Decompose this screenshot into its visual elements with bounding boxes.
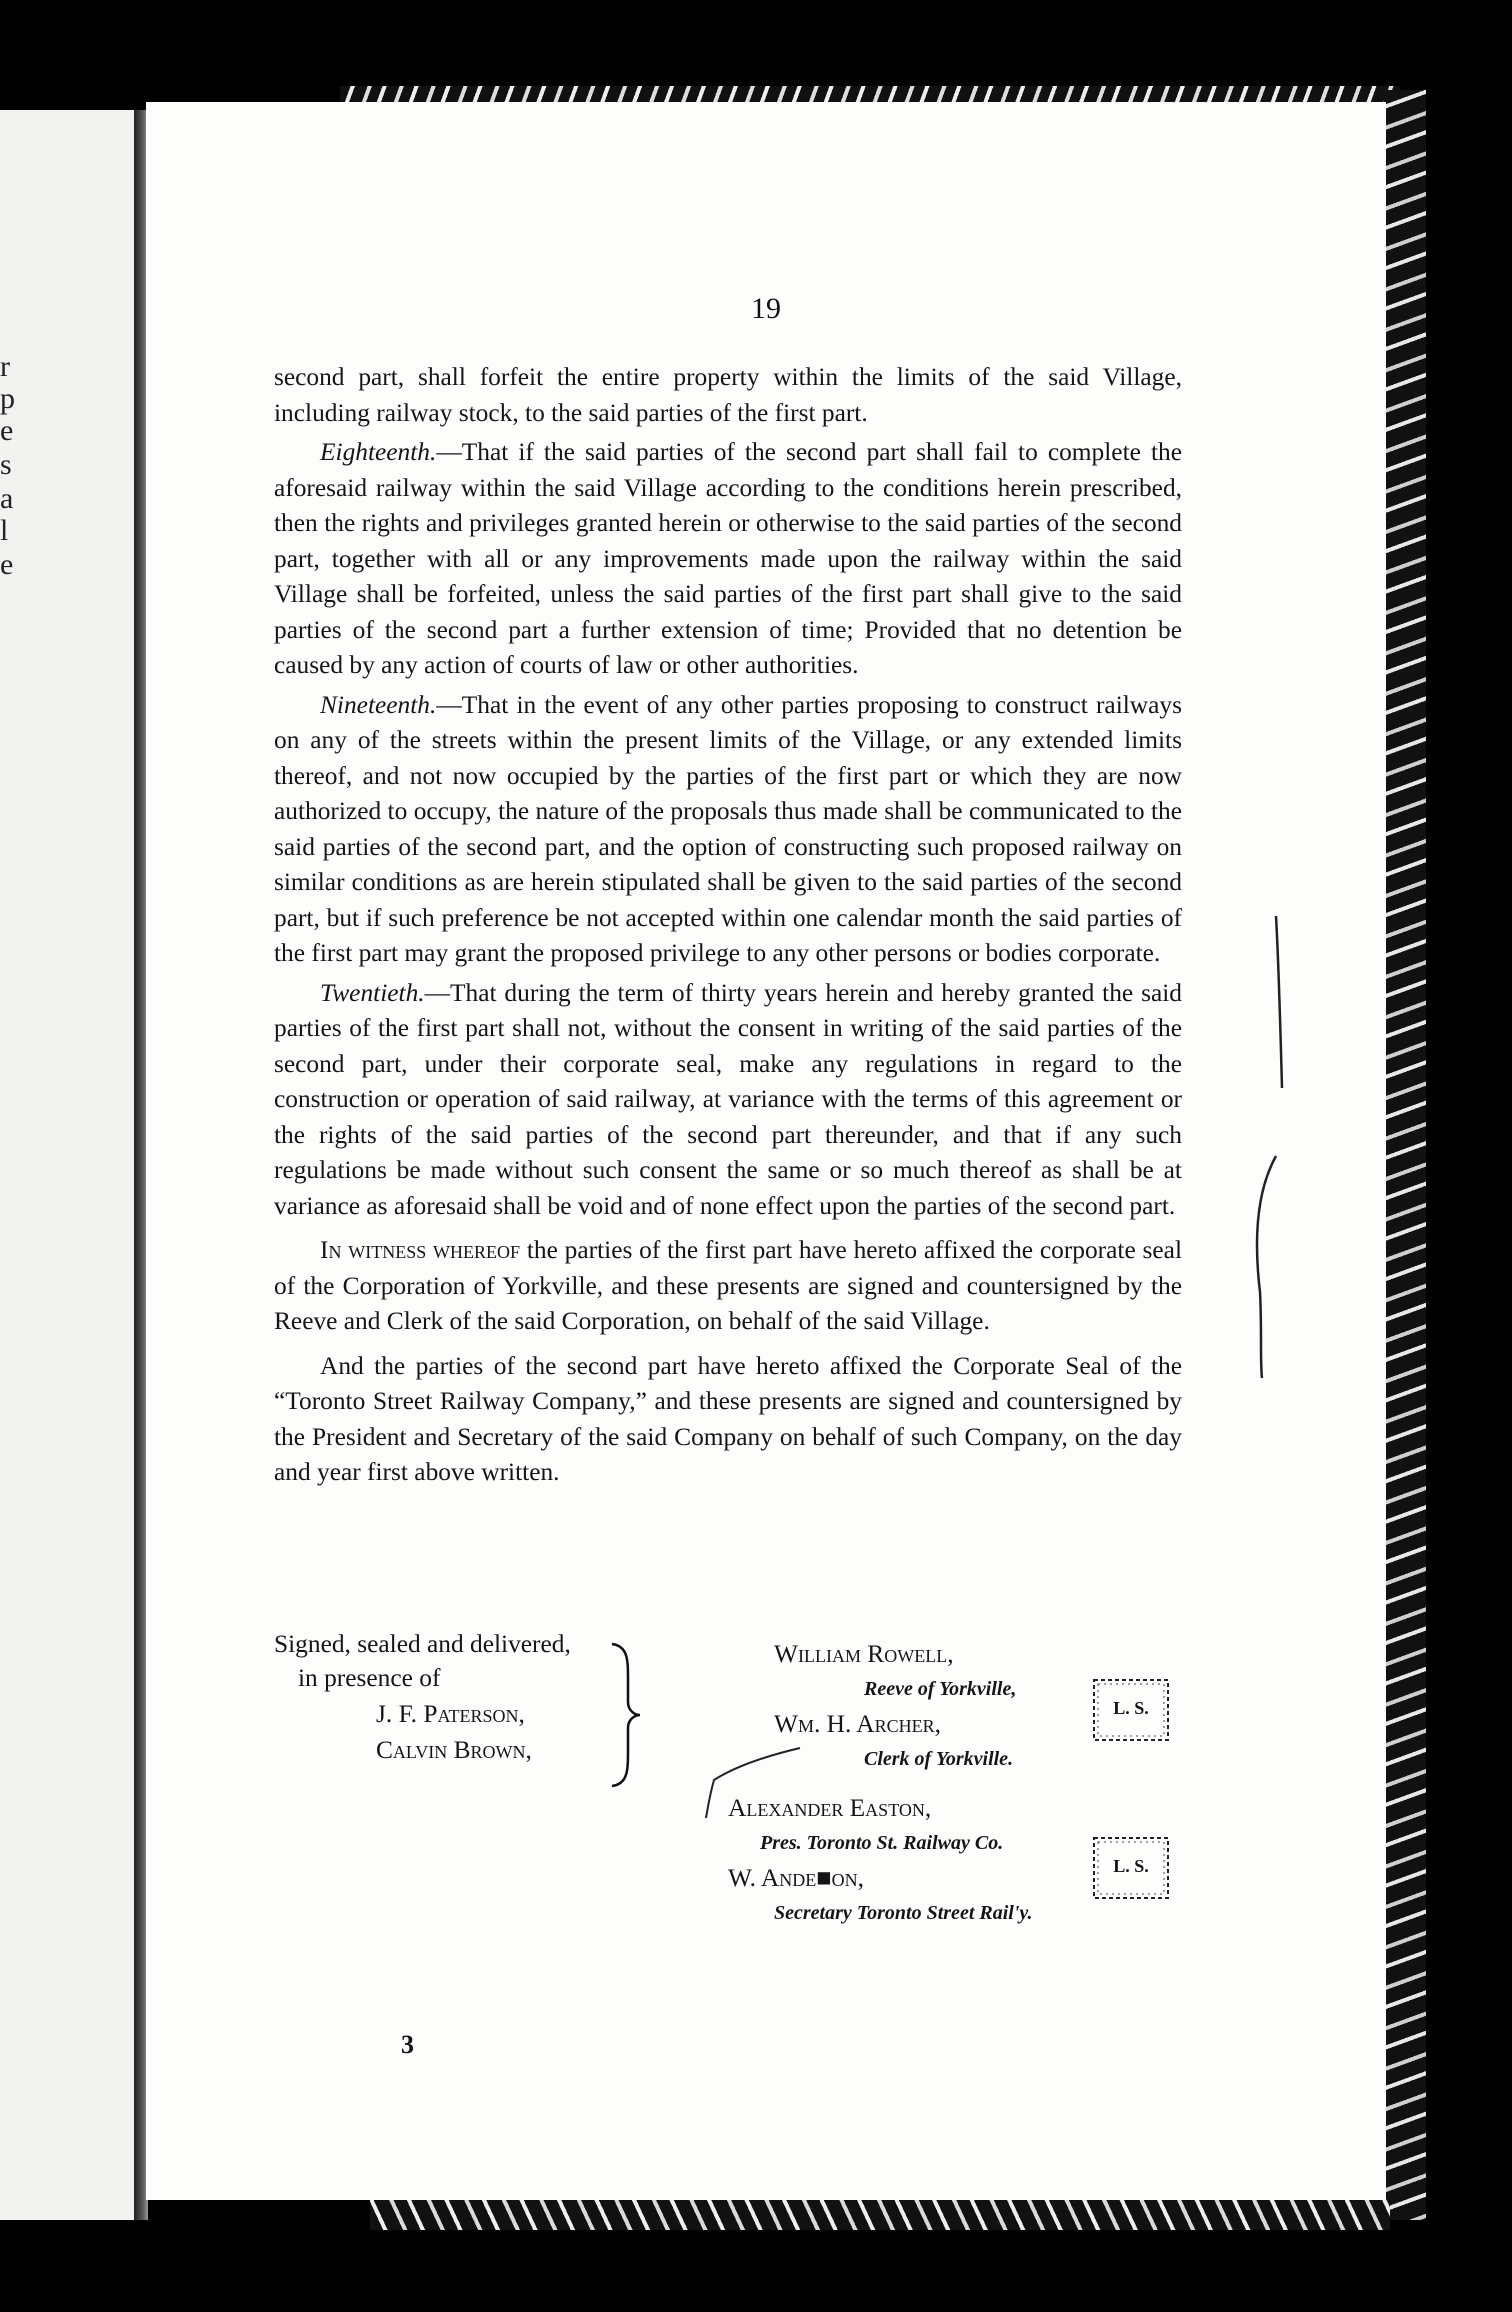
paragraph-nineteenth: Nineteenth.—That in the event of any other parties proposing to construct railways on any of the streets within the present limits of the Village, or any extended limits thereof, and not now occupied by the parties of the first part or which they are now authorized to occupy, the nature of the proposals thus made shall be communicated to the said parties of the second part, and the option of constructing such proposed railway on similar conditions as are herein stipulated shall be given to the said parties of the second part, but if such preference be not accepted within one calendar month the said parties of the first part may grant the proposed privilege to any other persons or bodies corporate.: [274, 690, 1182, 967]
signer-title: Pres. Toronto St. Railway Co.: [760, 1832, 1004, 1854]
clause-heading: Nineteenth.: [320, 690, 437, 719]
left-page-fragment: s: [0, 448, 12, 481]
left-page-fragment: a: [0, 482, 14, 515]
body-text: [274, 360, 1182, 1491]
pencil-mark-icon: [1246, 1152, 1286, 1382]
signer-title: Secretary Toronto Street Rail'y.: [774, 1902, 1033, 1924]
seal-ls: [1088, 1674, 1174, 1746]
seal-label: L. S.: [1113, 1856, 1149, 1876]
signed-sealed-line: Signed, sealed and delivered,: [274, 1630, 571, 1658]
seal-label: L. S.: [1113, 1698, 1149, 1718]
signer-name: W. Ande■on,: [728, 1864, 864, 1892]
marbled-edge-right: [1384, 90, 1426, 2220]
curly-brace: [606, 1640, 646, 1790]
signer-title: Clerk of Yorkville.: [864, 1748, 1014, 1770]
seal-ls: [1088, 1832, 1174, 1904]
page-number: 19: [751, 292, 781, 325]
left-page-edge: [0, 110, 138, 2220]
pencil-mark-icon: [696, 1742, 806, 1822]
left-page-fragment: l: [0, 514, 9, 547]
clause-heading: Twentieth.: [320, 978, 425, 1007]
witness-name: J. F. Paterson,: [376, 1700, 525, 1728]
left-page-fragment: e: [0, 548, 14, 581]
left-page-fragment: p: [0, 382, 15, 415]
clause-heading: Eighteenth.: [320, 438, 437, 466]
in-presence-line: in presence of: [298, 1664, 441, 1692]
witness-name: Calvin Brown,: [376, 1736, 532, 1764]
paragraph-continuation: second part, shall forfeit the entire property within the limits of the said Village, including railway stock, to the said parties of the first part.: [274, 363, 1182, 427]
folio-number: 3: [401, 2030, 414, 2059]
marbled-edge-bottom: [370, 2196, 1390, 2230]
signer-name: William Rowell,: [774, 1640, 954, 1668]
document-page: [146, 102, 1386, 2200]
signer-name: Wm. H. Archer,: [774, 1710, 941, 1738]
pencil-mark-icon: [1266, 912, 1296, 1092]
signer-name: Alexander Easton,: [728, 1794, 932, 1822]
signer-title: Reeve of Yorkville,: [864, 1678, 1017, 1700]
left-page-fragment: e: [0, 414, 14, 447]
witness-heading: In witness whereof: [320, 1236, 521, 1264]
left-page-fragment: r: [0, 350, 10, 383]
paragraph-second-part-seal: And the parties of the second part have hereto affixed the Corporate Seal of the “Toronto Street Railway Company,” and these presents are signed and countersigned by the President and Secretary of the said Company on behalf of such Company, on the day and year first above written.: [274, 1351, 1182, 1486]
paragraph-eighteenth: Eighteenth.—That if the said parties of the second part shall fail to complete the aforesaid railway within the said Village according to the conditions herein prescribed, then the rights and privileges granted herein or otherwise to the said parties of the second part, together with all or any improvements made upon the railway within the said Village shall be forfeited, unless the said parties of the first part shall give to the said parties of the second part a further extension of time; Provided that no detention be caused by any action of courts of law or other authorities.: [274, 438, 1182, 679]
paragraph-in-witness: In witness whereof the parties of the first part have hereto affixed the corporate seal of the Corporation of Yorkville, and these presents are signed and countersigned by the Reeve and Clerk of the said Corporation, on behalf of the said Village.: [274, 1236, 1183, 1335]
paragraph-twentieth: Twentieth.—That during the term of thirty years herein and hereby granted the said parties of the first part shall not, without the consent in writing of the said parties of the second part, under their corporate seal, make any regulations in regard to the construction or operation of said railway, at variance with the terms of this agreement or the rights of the said parties of the second part thereunder, and that if any such regulations be made without such consent the same or so much thereof as shall be at variance as aforesaid shall be void and of none effect upon the parties of the second part.: [274, 978, 1182, 1220]
